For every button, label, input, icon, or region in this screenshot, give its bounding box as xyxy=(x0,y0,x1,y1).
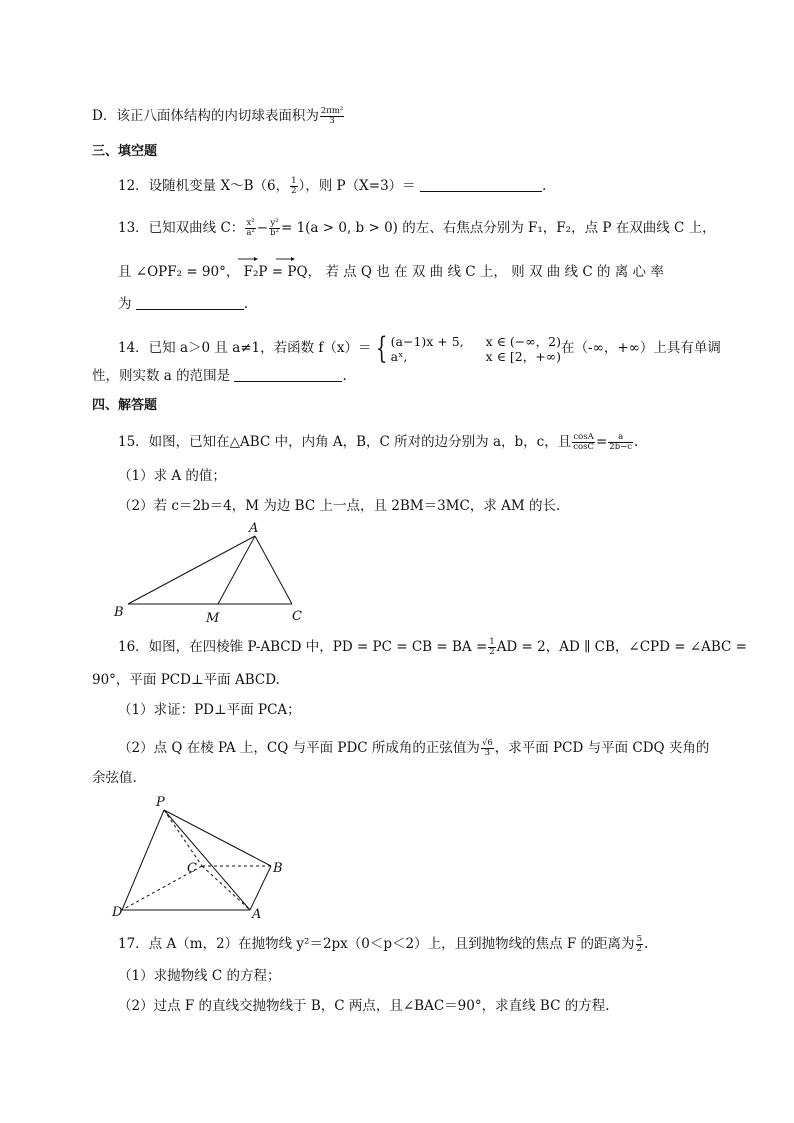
question-16-line-2: 90°，平面 PCD⊥平面 ABCD. xyxy=(92,672,280,688)
question-13-line-2: 且 ∠OPF₂ = 90°， F₂P = PQ， 若 点 Q 也 在 双 曲 线 C 上， 则 双 曲 线 C 的 离 心 率 xyxy=(118,264,664,280)
question-13-line-3: 为 . xyxy=(118,296,249,312)
question-15-part-1: （1）求 A 的值； xyxy=(118,468,226,484)
pyramid-figure xyxy=(108,794,298,922)
label-c: C xyxy=(187,861,197,876)
option-d-text: D．该正八面体结构的内切球表面积为 xyxy=(92,108,319,124)
q15-frac-a: $\frac{a}{2b-c}$ xyxy=(609,432,633,452)
question-16-line-1: 16．如图，在四棱锥 P-ABCD 中，PD = PC = CB = BA = $\frac{1}{2}$ AD = 2，AD ∥ CB，∠CPD = ∠ABC = xyxy=(118,637,747,657)
question-15-line-1: 15．如图，已知在△ABC 中，内角 A，B，C 所对的边分别为 a，b，c，且 $\frac{\cos A}{\cos C}$ = $\frac{a}{2b-c}$ . xyxy=(118,432,639,452)
section-heading-fill-blank: 三、填空题 xyxy=(92,144,158,159)
question-17-line-1: 17．点 A（m，2）在抛物线 y²＝2px（0＜p＜2）上，且到抛物线的焦点 F 的距离为 $\frac{5}{2}$ . xyxy=(118,934,649,954)
label-b: B xyxy=(114,605,124,620)
label-a: A xyxy=(252,907,262,922)
triangle-abc-figure xyxy=(112,518,312,622)
label-a: A xyxy=(249,521,259,536)
question-16-part-1: （1）求证：PD⊥平面 PCA； xyxy=(118,702,301,718)
piecewise-brace: { xyxy=(375,330,387,366)
q13-frac-x: $\frac{\text{x²}}{\text{a²}}$ xyxy=(246,218,255,238)
q13-answer-blank[interactable] xyxy=(136,295,244,310)
q12-fraction: $\frac{1}{2}$ xyxy=(291,176,297,196)
question-17-part-2: （2）过点 F 的直线交抛物线于 B，C 两点，且∠BAC＝90°，求直线 BC 的方程. xyxy=(118,998,610,1014)
label-p: P xyxy=(156,795,165,810)
q15-frac-cos: $\frac{\cos A}{\cos C}$ xyxy=(573,432,594,452)
question-14-line-1: 14．已知 a＞0 且 a≠1，若函数 f（x）＝ { (a−1)x + 5, aˣ, x ∈ (−∞，2) x ∈ [2，+∞) 在（-∞，+∞）上具有单调 xyxy=(118,330,721,366)
question-15-part-2: （2）若 c＝2b＝4，M 为边 BC 上一点，且 2BM＝3MC，求 AM 的长. xyxy=(118,498,561,514)
question-12: 12．设随机变量 X～B（6， $\frac{1}{2}$ ），则 P（X=3）＝ . xyxy=(118,176,547,196)
section-heading-solve: 四、解答题 xyxy=(92,398,158,413)
label-d: D xyxy=(112,905,123,920)
question-13-line-1: 13．已知双曲线 C： $\frac{\text{x²}}{\text{a²}}$ − $\frac{\text{y²}}{\text{b²}}$ = 1(a > 0, b > 0) 的左、右焦点分别为 F₁，F₂，点 P 在双曲线 C 上， xyxy=(118,218,716,238)
q16-fraction: $\frac{1}{2}$ xyxy=(489,637,495,657)
question-16-part-2: （2）点 Q 在棱 PA 上，CQ 与平面 PDC 所成角的正弦值为 $\frac{√6}{3}$ ，求平面 PCD 与平面 CDQ 夹角的 xyxy=(118,738,710,758)
label-b: B xyxy=(273,861,283,876)
q17-fraction: $\frac{5}{2}$ xyxy=(636,934,642,954)
question-14-line-2: 性，则实数 a 的范围是 . xyxy=(92,368,347,384)
q13-frac-y: $\frac{\text{y²}}{\text{b²}}$ xyxy=(270,218,279,238)
label-c: C xyxy=(292,609,302,622)
q16-part2-fraction: $\frac{√6}{3}$ xyxy=(481,738,493,758)
question-16-part-2-cont: 余弦值. xyxy=(92,770,137,786)
piecewise-expressions: (a−1)x + 5, aˣ, xyxy=(390,333,464,364)
question-17-part-1: （1）求抛物线 C 的方程； xyxy=(118,968,281,984)
piecewise-domains: x ∈ (−∞，2) x ∈ [2，+∞) xyxy=(485,333,562,364)
label-m: M xyxy=(206,611,220,622)
option-d-fraction: $\frac{\text{2πm²}}{3}$ xyxy=(320,106,344,126)
q14-answer-blank[interactable] xyxy=(234,367,342,382)
